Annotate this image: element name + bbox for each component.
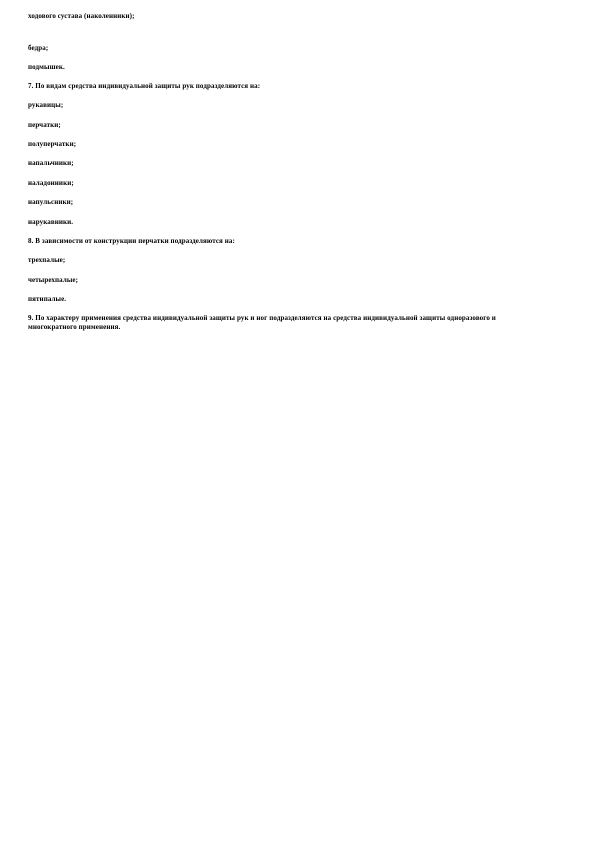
list-heading: 7. По видам средства индивидуальной защиты рук подразделяются на: <box>28 82 261 90</box>
text-line: подмышек. <box>28 63 65 71</box>
text-line: бедра; <box>28 44 49 52</box>
text-line: рукавицы; <box>28 101 64 109</box>
text-line: трехпалые; <box>28 256 66 264</box>
text-line: четырехпалые; <box>28 276 79 284</box>
text-line: пятипалые. <box>28 295 67 303</box>
list-heading: 9. По характеру применения средства индивидуальной защиты рук и ног подразделяются на средства индивидуальной защиты одноразового и многократного применения. <box>28 314 496 331</box>
text-line: перчатки; <box>28 121 61 129</box>
list-heading: 8. В зависимости от конструкции перчатки подразделяются на: <box>28 237 235 245</box>
text-line: напальчники; <box>28 159 74 167</box>
text-line: наладонники; <box>28 179 74 187</box>
text-line: ходового сустава (наколенники); <box>28 12 135 20</box>
text-line: напульсники; <box>28 198 74 206</box>
text-line: нарукавники. <box>28 218 74 226</box>
text-line: полуперчатки; <box>28 140 77 148</box>
